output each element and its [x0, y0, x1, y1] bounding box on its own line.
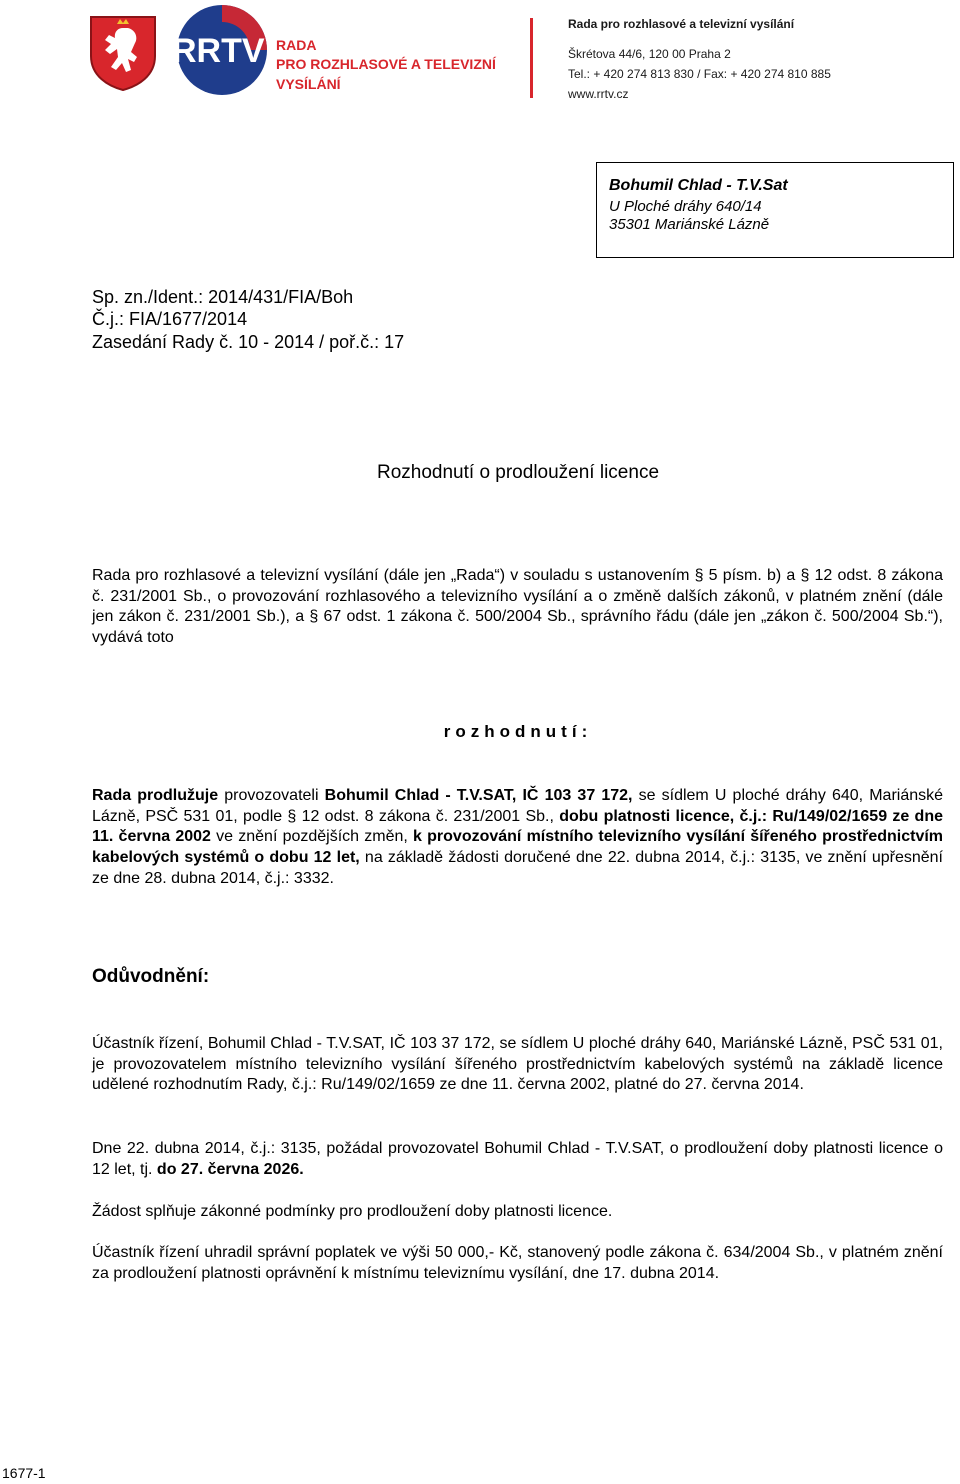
decision-bold-3: dobu platnosti licence, č.j.: Ru/149/02/1659 ze dne 11. června 2002: [92, 807, 944, 846]
header-address: Škrétova 44/6, 120 00 Praha 2: [568, 47, 731, 61]
decision-text-2: se sídlem U ploché dráhy 640, Mariánské Lázně, PSČ 531 01, podle § 12 odst. 8 zákona č. 231/2001 Sb.,: [92, 787, 944, 825]
recipient-street: U Ploché dráhy 640/14: [609, 198, 762, 215]
decision-bold-2: Bohumil Chlad - T.V.SAT, IČ 103 37 172,: [324, 787, 633, 804]
decision-bold-4: k provozování místního televizního vysílání šířeného prostřednictvím kabelových systémů o dobu 12 let,: [92, 828, 944, 867]
decision-text-3: ve znění pozdějších změn,: [210, 828, 414, 846]
file-reference: Sp. zn./Ident.: 2014/431/FIA/Boh: [92, 287, 354, 307]
document-title: Rozhodnutí o prodloužení licence: [376, 462, 660, 483]
brand-line-2: PRO ROZHLASOVÉ A TELEVIZNÍ: [276, 56, 496, 72]
decision-bold-1: Rada prodlužuje: [92, 787, 219, 804]
recipient-city: 35301 Mariánské Lázně: [609, 216, 770, 233]
meeting-reference: Zasedání Rady č. 10 - 2014 / poř.č.: 17: [92, 332, 405, 352]
brand-line-3: VYSÍLÁNÍ: [276, 76, 341, 92]
reasoning-heading: Odůvodnění:: [92, 966, 210, 987]
header-divider: [530, 18, 533, 98]
decision-heading: rozhodnutí:: [443, 722, 593, 741]
header-phone-fax: Tel.: + 420 274 813 830 / Fax: + 420 274 810 885: [568, 67, 831, 81]
page-number: 1677-1: [2, 1465, 46, 1481]
reasoning-p2-text: Dne 22. dubna 2014, č.j.: 3135, požádal provozovatel Bohumil Chlad - T.V.SAT, o prodloužení doby platnosti licence o 12 let, tj.: [92, 1140, 943, 1178]
brand-line-1: RADA: [276, 37, 317, 53]
reasoning-paragraph-3: Žádost splňuje zákonné podmínky pro prodloužení doby platnosti licence.: [92, 1203, 613, 1220]
logo-text: RRTV: [172, 32, 265, 70]
reasoning-p2-bold: do 27. června 2026.: [156, 1160, 304, 1178]
reasoning-paragraph-2: [92, 1139, 943, 1180]
header-website: www.rrtv.cz: [568, 87, 629, 101]
case-number: Č.j.: FIA/1677/2014: [92, 309, 248, 329]
coat-of-arms-icon: [88, 14, 158, 92]
decision-text-1: provozovateli: [218, 787, 325, 804]
reasoning-paragraph-1: Účastník řízení, Bohumil Chlad - T.V.SAT, IČ 103 37 172, se sídlem U ploché dráhy 640, Mariánské Lázně, PSČ 531 01, je provozovatelem místního televizního vysílání šířeného prostřednictvím kabelových systémů na základě licence udělené rozhodnutím Rady, č.j.: Ru/149/02/1659 ze dne 11. června 2002, platné do 27. června 2014.: [92, 1035, 943, 1094]
recipient-address-box: [596, 162, 954, 258]
header-org-name: Rada pro rozhlasové a televizní vysílání: [568, 17, 795, 31]
intro-paragraph: Rada pro rozhlasové a televizní vysílání (dále jen „Rada“) v souladu s ustanovením § 5 písm. b) a § 12 odst. 8 zákona č. 231/2001 Sb., o provozování rozhlasového a televizního vysílání a o změně dalších zákonů, v platném znění (dále jen zákon č. 231/2001 Sb.), a § 67 odst. 1 zákona č. 500/2004 Sb., správního řádu (dále jen „zákon č. 500/2004 Sb.“), vydává toto: [92, 567, 943, 647]
rrtv-logo: [166, 4, 278, 96]
decision-paragraph: [92, 786, 943, 890]
reasoning-paragraph-4: Účastník řízení uhradil správní poplatek ve výši 50 000,- Kč, stanovený podle zákona č. 634/2004 Sb., v platném znění za prodloužení platnosti oprávnění k místnímu televiznímu vysílání, dne 17. dubna 2014.: [92, 1244, 943, 1282]
decision-text-4: na základě žádosti doručené dne 22. dubna 2014, č.j.: 3135, ve znění upřesnění ze dne 28. dubna 2014, č.j.: 3332.: [92, 849, 944, 887]
recipient-name: Bohumil Chlad - T.V.Sat: [609, 177, 788, 194]
